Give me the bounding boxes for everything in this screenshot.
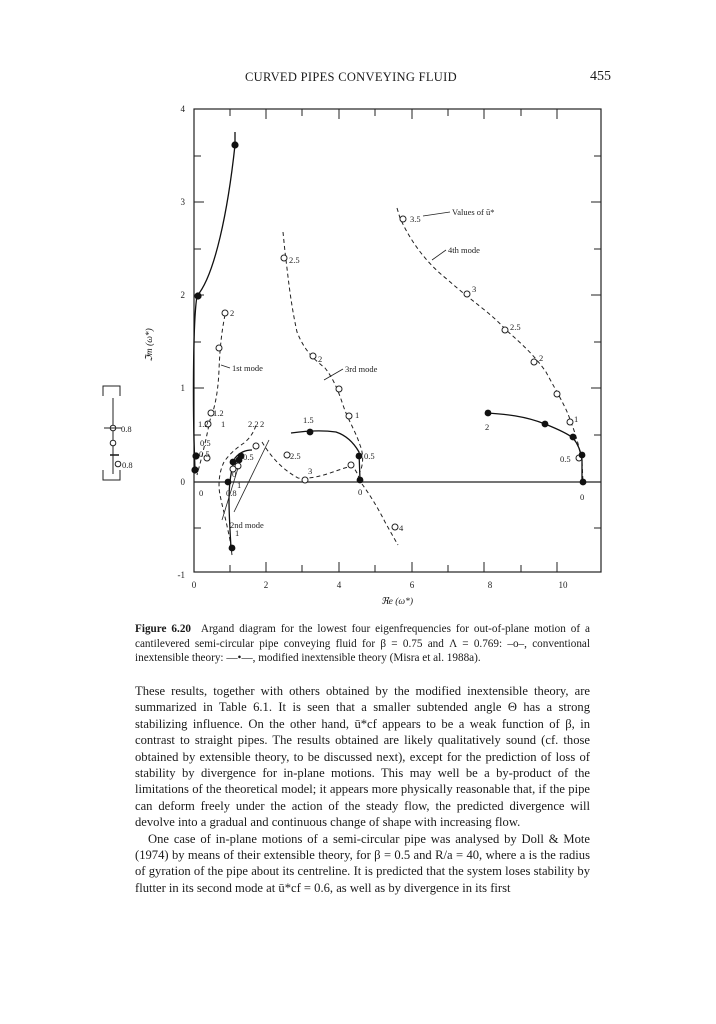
data-point-open [222,310,228,316]
data-point-filled [356,453,363,460]
inset-bracket [103,386,120,396]
mode3-label: 3rd mode [345,364,378,374]
mode2-label: 2nd mode [230,520,264,530]
point-label: 2 [539,353,544,363]
inset-label: 0.8 [122,460,133,470]
data-point-open [302,477,308,483]
point-value-labels [198,214,584,538]
x-axis-label: ℜe (ω*) [380,597,414,607]
page-number: 455 [590,69,611,84]
data-point-open [392,524,398,530]
caption-text: Argand diagram for the lowest four eigenfrequencies for out-of-plane motion of a cantilevered semi-circular pipe conveying fluid for β = 0.75 and Λ = 0.769: –o–, conventional inextensible theory: —•—, modified inextensible theory (Misra et al. 1988a). [135,623,591,664]
point-label: 0.5 [200,438,211,448]
point-label: 2 [260,419,265,429]
point-label: 0 [199,488,204,498]
data-point-filled [236,457,243,464]
point-label: 2.2 [248,419,259,429]
x-tick-label: 4 [336,580,342,590]
inset-bracket [103,470,120,480]
values-label: Values of ū* [452,207,495,217]
point-label: 0.8 [226,488,237,498]
point-label: 1 [574,414,579,424]
data-point-open [346,413,352,419]
caption-label: Figure 6.20 [135,623,192,635]
y-tick-label: 1 [180,383,185,393]
point-label: 4 [399,523,404,533]
point-label: 0.5 [364,451,375,461]
point-label: 0 [580,492,585,502]
point-label: 0.5 [243,452,254,462]
point-label: 0.5 [560,454,571,464]
data-point-filled [579,452,586,459]
point-label: 3 [472,284,477,294]
mode4-conventional-tail [362,484,398,545]
y-tick-label: 0 [180,477,185,487]
point-label: 1.2 [198,419,209,429]
x-tick-label: 0 [191,580,197,590]
data-point-open [310,353,316,359]
point-label: 1.5 [303,415,314,425]
point-label: 0 [358,487,363,497]
running-head [0,70,716,90]
data-point-filled [194,292,201,299]
mode4-label: 4th mode [448,245,480,255]
data-point-open [567,419,573,425]
data-point-open [400,216,406,222]
point-label: 1.2 [213,408,224,418]
x-tick-label: 6 [409,580,415,590]
data-point-open [216,345,222,351]
point-label: 0 [232,469,237,479]
point-label: 1 [237,480,242,490]
point-label: 1 [355,410,360,420]
x-tick-label: 8 [487,580,493,590]
x-tick-labels [192,580,568,590]
y-tick-label: 2 [180,290,185,300]
data-point-filled [485,410,492,417]
x-tick-label: 2 [263,580,269,590]
data-point-open [554,391,560,397]
mode3-modified-curve [291,431,360,480]
data-point-open [502,327,508,333]
data-point-filled [231,141,238,148]
mode1-leader [221,365,230,368]
inset-pipe-sketch [103,386,122,480]
data-point-open [531,359,537,365]
point-label: 1 [221,419,226,429]
inset-label: 0.8 [121,424,132,434]
y-tick-label: 4 [180,104,185,114]
mode3-conventional-loop [262,442,360,482]
y-tick-label: -1 [177,570,185,580]
data-point-open [281,255,287,261]
x-tick-label: 10 [558,580,568,590]
tick-marks [194,109,601,572]
point-label: 2.5 [290,451,301,461]
data-point-open [336,386,342,392]
data-point-open [348,462,354,468]
mode1-label: 1st mode [232,363,263,373]
mode4-conventional-curve [397,208,583,482]
mode2-leader [234,440,269,512]
data-point-filled [307,429,314,436]
point-label: 0.5 [199,449,210,459]
data-point-filled [542,421,549,428]
data-point-filled [191,466,198,473]
body-text [135,683,590,896]
running-head-title: CURVED PIPES CONVEYING FLUID [245,70,457,84]
data-point-open [464,291,470,297]
data-point-filled [570,434,577,441]
data-point-filled [229,545,236,552]
data-point-filled [357,477,364,484]
point-label: 2.5 [289,255,300,265]
point-label: 3.5 [410,214,421,224]
point-label: 2 [485,422,490,432]
plot-frame [194,109,601,572]
point-label: 2 [230,308,235,318]
body-paragraph: These results, together with others obtained by the modified inextensible theory, are summarized in Table 6.1. It is seen that a smaller subtended angle Θ has a strong stabilizing influence. On the other hand, ū*cf appears to be a weak function of β, in contrast to straight pipes. The results obtained are likely qualitatively sound (cf. those obtained by extensible theory, to be discussed next), except for the prediction of loss of stability by divergence for in-plane motions. This may well be a by-product of the limitations of the theoretical model; it appears more physically reasonable that, if the pipe can deform freely under the action of the steady flow, the predicted divergence will devolve into a gradual and continuous change of shape with increasing flow. [135,684,590,830]
mode3-conventional-curve [283,232,363,472]
point-label: 2.5 [510,322,521,332]
y-tick-label: 3 [180,197,185,207]
data-point-open [253,443,259,449]
argand-diagram [0,100,716,620]
mode4-leader [432,250,446,260]
values-leader [423,212,450,216]
data-point-filled [225,479,232,486]
data-point-filled [580,479,587,486]
y-axis-label: ℑm (ω*) [145,328,155,362]
y-tick-labels [178,104,186,580]
figure-caption [135,622,590,666]
point-label: 3 [308,466,313,476]
point-label: 2 [318,354,323,364]
body-paragraph: One case of in-plane motions of a semi-circular pipe was analysed by Doll & Mote (1974) by means of their extensible theory, for β = 0.5 and R/a = 40, where a is the radius of gyration of the pipe about its centreline. It is predicted that the system loses stability by flutter in its second mode at ū*cf = 0.6, as well as by divergence in its first [135,831,590,895]
point-label: 1 [235,528,240,538]
